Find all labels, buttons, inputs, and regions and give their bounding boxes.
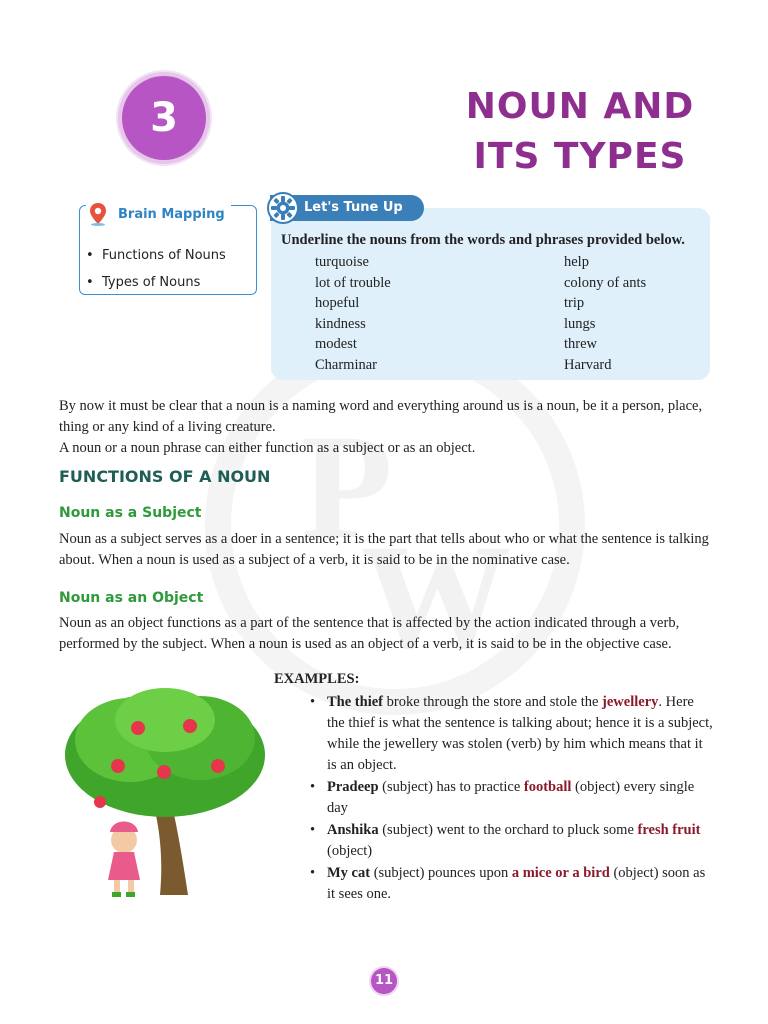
chapter-title-line1: NOUN AND	[465, 86, 695, 127]
list-item: • Types of Nouns	[86, 275, 201, 290]
list-item: colony of ants	[564, 274, 647, 291]
list-item: lungs	[564, 315, 596, 332]
subheading-subject: Noun as a Subject	[59, 505, 202, 521]
brain-mapping-title: Brain Mapping	[118, 206, 225, 222]
right-word-list	[564, 252, 646, 376]
tune-up-instruction: Underline the nouns from the words and phrases provided below.	[281, 232, 685, 248]
list-item: hopeful	[315, 295, 360, 312]
list-item: • The thief broke through the store and stole the jewellery. Here the thief is what the sentence is talking about; hence it is a subject, while the jewellery was stolen (verb) by him which means that it is an object.	[310, 694, 713, 773]
list-item: modest	[315, 336, 357, 353]
gear-icon	[267, 192, 299, 224]
tree-illustration	[60, 680, 270, 900]
chapter-number: 3	[150, 95, 178, 141]
list-item: • My cat (subject) pounces upon a mice or a bird (object) soon as it sees one.	[310, 865, 706, 902]
brain-mapping-box	[79, 205, 257, 295]
list-item: lot of trouble	[315, 274, 391, 291]
list-item: kindness	[315, 315, 366, 332]
watermark-logo: P W	[205, 335, 585, 715]
list-item: • Anshika (subject) went to the orchard to pluck some fresh fruit (object)	[310, 822, 701, 859]
list-item: turquoise	[315, 254, 369, 270]
left-word-list	[315, 252, 391, 376]
section-heading-functions: FUNCTIONS OF A NOUN	[59, 467, 271, 486]
chapter-title-line2: ITS TYPES	[473, 136, 687, 177]
brain-mapping-list	[86, 242, 226, 296]
chapter-title	[440, 82, 720, 182]
list-item: • Pradeep (subject) has to practice football (object) every single day	[310, 779, 695, 816]
intro-paragraph-2: A noun or a noun phrase can either function as a subject or as an object.	[59, 440, 476, 456]
subheading-object: Noun as an Object	[59, 590, 204, 606]
list-item: Charminar	[315, 356, 378, 373]
brain-mapping-header	[86, 202, 231, 226]
examples-title: EXAMPLES:	[274, 671, 360, 687]
map-pin-icon	[88, 202, 108, 226]
list-item: threw	[564, 336, 598, 353]
object-paragraph: Noun as an object functions as a part of the sentence that is affected by the action indicated through a verb, performed by the subject. When a noun is used as an object of a verb, it is said to be in the objective case.	[59, 615, 680, 652]
intro-paragraph-1: By now it must be clear that a noun is a naming word and everything around us is a noun, be it a person, place, thing or any kind of a living creature.	[59, 398, 703, 435]
subject-paragraph: Noun as a subject serves as a doer in a sentence; it is the part that tells about who or what the sentence is talking about. When a noun is used as a subject of a verb, it is said to be in the nominative case.	[59, 531, 709, 568]
list-item: • Functions of Nouns	[86, 248, 226, 263]
page-number: 11	[371, 968, 397, 994]
chapter-number-badge	[122, 76, 206, 160]
list-item: trip	[564, 295, 585, 312]
tune-up-label: Let's Tune Up	[304, 200, 403, 215]
list-item: help	[564, 254, 589, 270]
list-item: Harvard	[564, 356, 612, 373]
examples-list	[310, 692, 715, 906]
